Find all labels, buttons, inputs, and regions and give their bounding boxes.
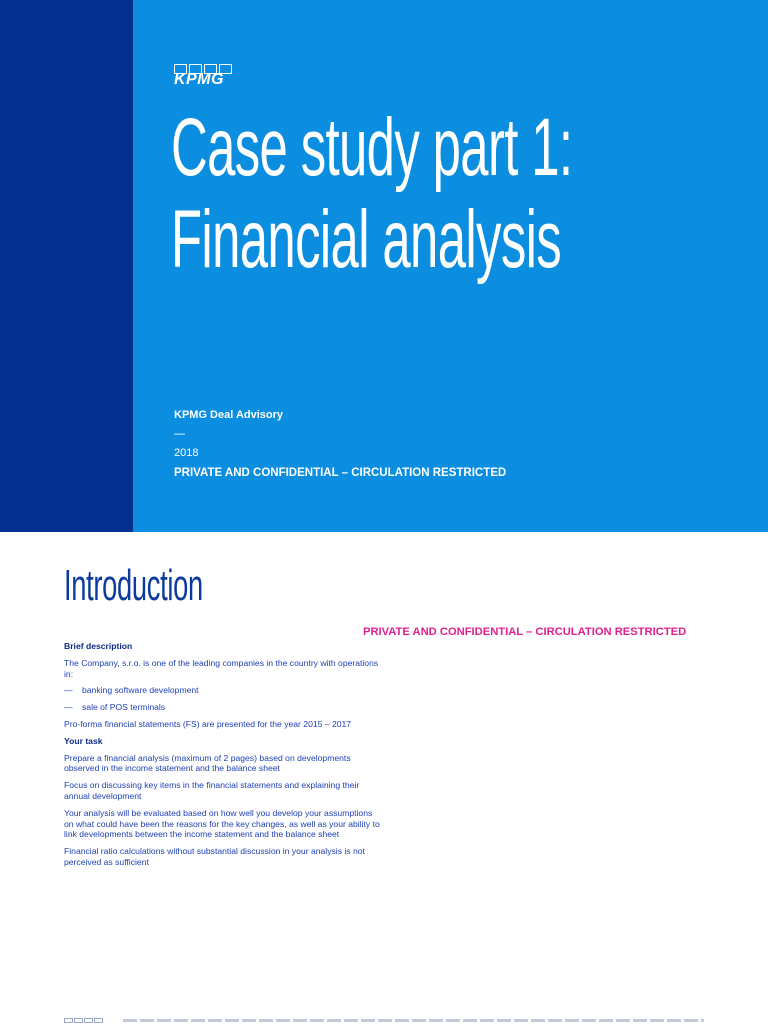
cover-confidentiality: PRIVATE AND CONFIDENTIAL – CIRCULATION RESTRICTED xyxy=(174,467,507,479)
footer-logo-icon xyxy=(64,1018,103,1023)
cover-organization: KPMG Deal Advisory xyxy=(174,409,284,421)
task-paragraph-2: Focus on discussing key items in the financial statements and explaining their annual development xyxy=(64,780,360,801)
intro-confidentiality: PRIVATE AND CONFIDENTIAL – CIRCULATION RESTRICTED xyxy=(363,626,687,638)
list-item xyxy=(64,702,384,713)
kpmg-logo-boxes-icon xyxy=(174,64,232,74)
task-paragraph-3: Your analysis will be evaluated based on how well you develop your assumptions on what could have been the reasons for the key changes, as well as your ability to link developments between the income statement and the balance sheet xyxy=(64,807,380,840)
cover-title-line-2: Financial analysis xyxy=(171,194,562,285)
bullet-dash: — xyxy=(64,702,73,713)
proforma-text: Pro-forma financial statements (FS) are presented for the year 2015 – 2017 xyxy=(64,718,352,729)
cover-title-line-1: Case study part 1: xyxy=(171,102,573,193)
cover-dash: — xyxy=(174,428,185,440)
bullet-text: sale of POS terminals xyxy=(82,702,166,713)
slide-footer xyxy=(64,1017,704,1024)
task-paragraph-4: Financial ratio calculations without substantial discussion in your analysis is not perceived as sufficient xyxy=(64,846,365,867)
cover-left-band xyxy=(0,0,133,532)
kpmg-logo-text: KPMG xyxy=(174,71,224,88)
list-item xyxy=(64,685,384,696)
task-heading: Your task xyxy=(64,735,103,746)
intro-body xyxy=(64,641,384,874)
kpmg-logo xyxy=(174,64,224,86)
task-paragraph-1: Prepare a financial analysis (maximum of 2 pages) based on developments observed in the income statement and the balance sheet xyxy=(64,752,351,774)
brief-heading: Brief description xyxy=(64,641,133,651)
bullet-dash: — xyxy=(64,685,73,696)
cover-year: 2018 xyxy=(174,447,199,459)
bullet-text: banking software development xyxy=(82,685,199,696)
brief-text: The Company, s.r.o. is one of the leading companies in the country with operations in: xyxy=(64,657,379,679)
footer-disclaimer-line xyxy=(123,1019,704,1022)
intro-title: Introduction xyxy=(64,561,203,610)
introduction-slide xyxy=(0,532,768,1024)
cover-title xyxy=(171,102,572,286)
